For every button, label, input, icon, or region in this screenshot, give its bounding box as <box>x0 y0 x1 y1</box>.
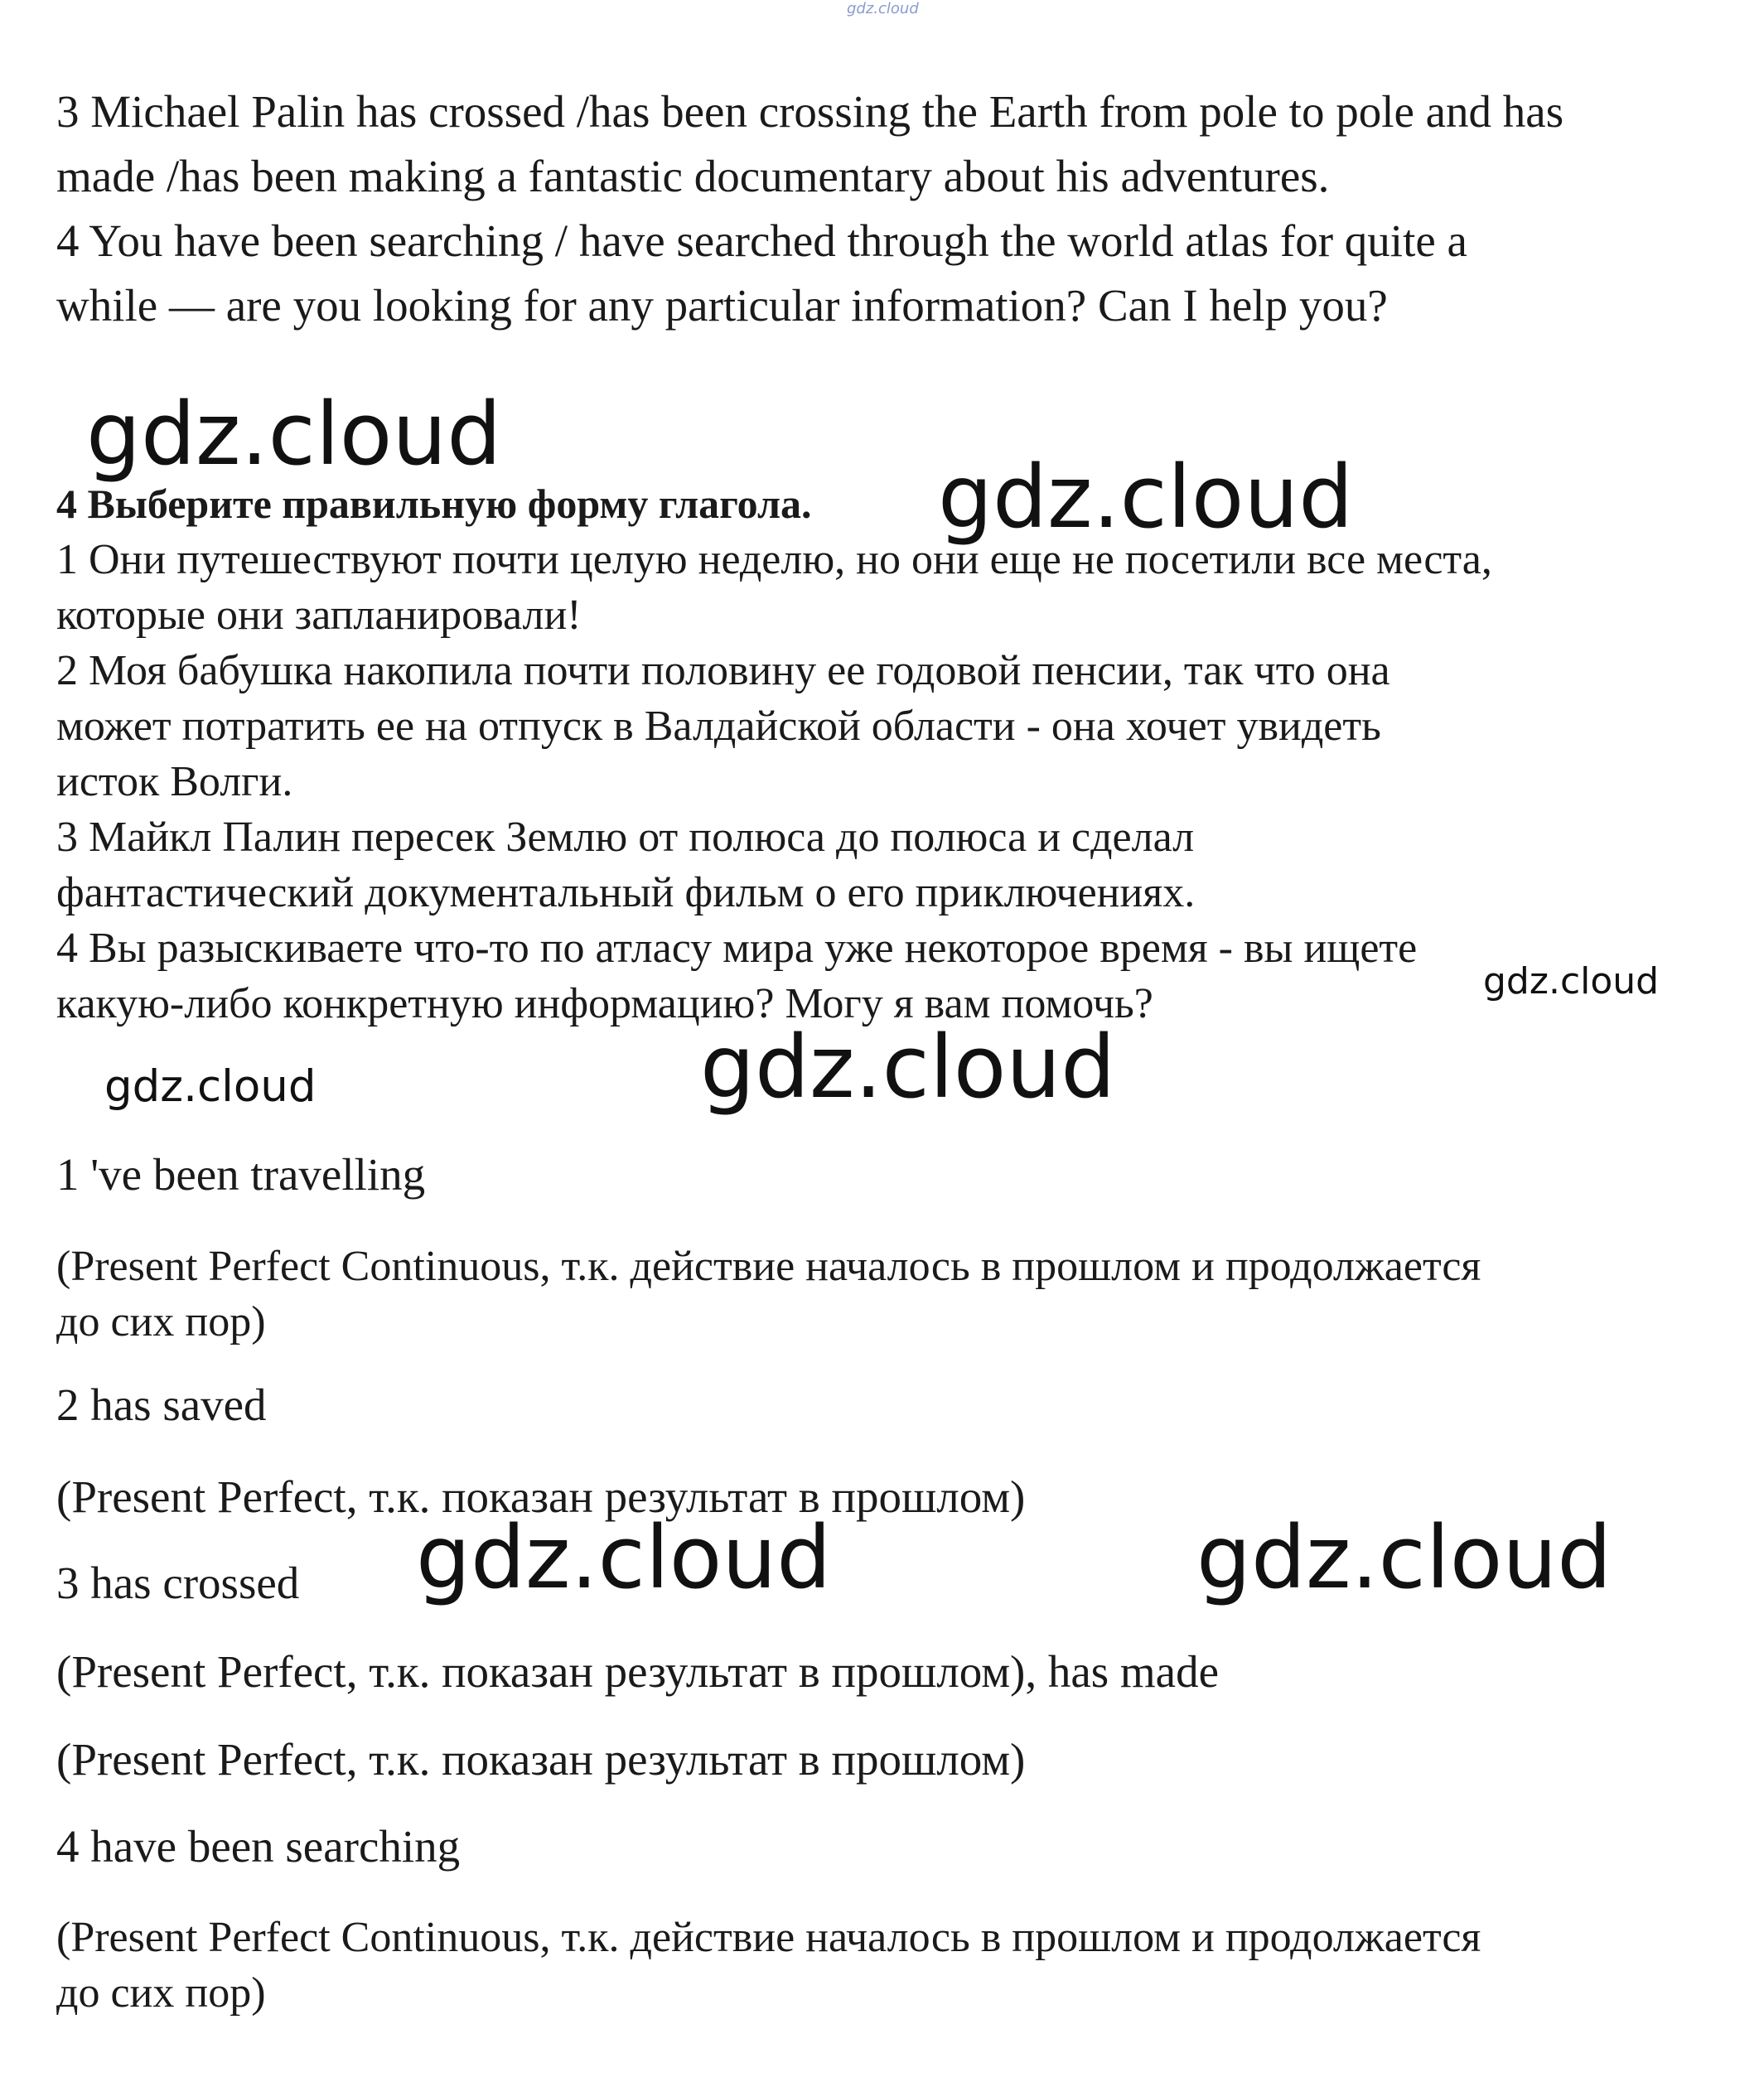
answer-4-note-line-1: (Present Perfect Continuous, т.к. действие началось в прошлом и продолжается <box>56 1914 1481 1961</box>
english-line-1: 3 Michael Palin has crossed /has been crossing the Earth from pole to pole and has <box>56 86 1564 137</box>
answer-3: 3 has crossed <box>56 1558 300 1608</box>
russian-line-5: исток Волги. <box>56 758 293 805</box>
watermark: gdz.cloud <box>1483 960 1660 1002</box>
english-line-4: while — are you looking for any particular information? Can I help you? <box>56 280 1388 331</box>
top-watermark: gdz.cloud <box>847 0 919 17</box>
answer-2: 2 has saved <box>56 1379 267 1430</box>
section-heading: 4 Выберите правильную форму глагола. <box>56 481 812 527</box>
watermark: gdz.cloud <box>700 1017 1116 1118</box>
russian-line-4: может потратить ее на отпуск в Валдайской области - она хочет увидеть <box>56 703 1381 750</box>
russian-line-8: 4 Вы разыскиваете что-то по атласу мира уже некоторое время - вы ищете <box>56 925 1418 972</box>
watermark: gdz.cloud <box>416 1507 832 1608</box>
watermark: gdz.cloud <box>938 447 1354 548</box>
russian-line-9: какую-либо конкретную информацию? Могу я вам помочь? <box>56 980 1153 1027</box>
russian-line-3: 2 Моя бабушка накопила почти половину ее годовой пенсии, так что она <box>56 647 1390 694</box>
answer-3-note-2: (Present Perfect, т.к. показан результат в прошлом) <box>56 1734 1026 1785</box>
russian-line-7: фантастический документальный фильм о его приключениях. <box>56 869 1196 916</box>
russian-line-6: 3 Майкл Палин пересек Землю от полюса до полюса и сделал <box>56 814 1195 861</box>
answer-3-note: (Present Perfect, т.к. показан результат в прошлом), has made <box>56 1646 1219 1697</box>
watermark: gdz.cloud <box>86 384 502 485</box>
answer-4-note-line-2: до сих пор) <box>56 1969 266 2017</box>
russian-line-2: которые они запланировали! <box>56 592 582 639</box>
watermark: gdz.cloud <box>1196 1507 1612 1608</box>
answer-2-note: (Present Perfect, т.к. показан результат в прошлом) <box>56 1471 1026 1522</box>
answer-4: 4 have been searching <box>56 1821 461 1872</box>
english-line-2: made /has been making a fantastic documentary about his adventures. <box>56 151 1330 201</box>
watermark: gdz.cloud <box>104 1061 317 1112</box>
english-line-3: 4 You have been searching / have searched through the world atlas for quite a <box>56 215 1467 266</box>
russian-line-1: 1 Они путешествуют почти целую неделю, но они еще не посетили все места, <box>56 536 1492 583</box>
answer-1: 1 've been travelling <box>56 1149 426 1200</box>
answer-1-note-line-1: (Present Perfect Continuous, т.к. действие началось в прошлом и продолжается <box>56 1243 1481 1290</box>
answer-1-note-line-2: до сих пор) <box>56 1298 266 1345</box>
